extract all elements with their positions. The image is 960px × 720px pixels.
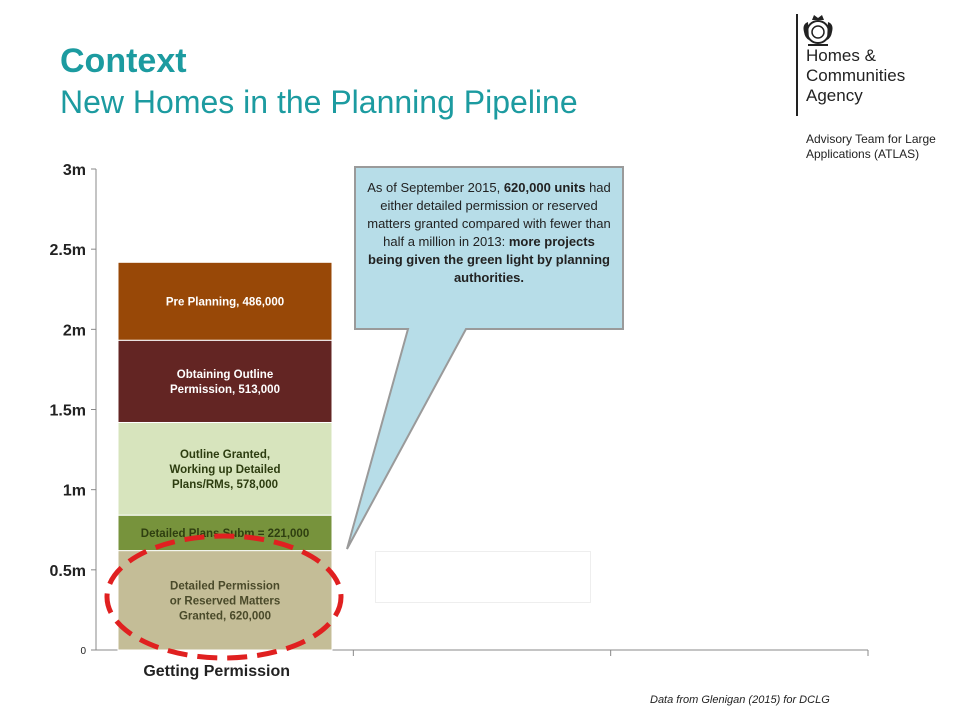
y-tick-label: 0.5m xyxy=(49,562,86,580)
bar-segment-label: or Reserved Matters xyxy=(169,595,281,608)
y-tick-label: 2.5m xyxy=(49,242,86,260)
callout-text: As of September 2015, 620,000 units had either detailed permission or reserved matters granted compared with fewer than half a million in 2013: more projects being given the green light by planning authorities. xyxy=(367,180,611,285)
bar-segment xyxy=(118,340,332,422)
bar-segment-label: Working up Detailed xyxy=(169,463,281,476)
x-category-label: Getting Permission xyxy=(143,663,291,680)
empty-text-box xyxy=(375,551,591,603)
bar-segment-label: Detailed Permission xyxy=(170,580,280,593)
y-tick-label: 1m xyxy=(62,482,86,500)
y-tick-label: 0 xyxy=(80,646,86,657)
source-note: Data from Glenigan (2015) for DCLG xyxy=(650,694,830,706)
bar-segment-label: Detailed Plans Subm = 221,000 xyxy=(140,527,310,540)
title: Context xyxy=(60,42,187,80)
logo-team-name: Advisory Team for Large Applications (ATLAS) xyxy=(806,132,936,161)
bar-segment-label: Pre Planning, 486,000 xyxy=(165,296,285,309)
bar-segment-label: Granted, 620,000 xyxy=(178,610,272,623)
logo-org-name: Homes & Communities Agency xyxy=(806,46,906,105)
bar-segment-label: Permission, 513,000 xyxy=(170,383,280,396)
subtitle: New Homes in the Planning Pipeline xyxy=(60,84,578,120)
y-tick-label: 2m xyxy=(62,322,86,340)
bar-segment-label: Plans/RMs, 578,000 xyxy=(171,478,279,491)
bar-segment-label: Obtaining Outline xyxy=(176,368,274,381)
y-tick-label: 1.5m xyxy=(49,402,86,420)
y-tick-label: 3m xyxy=(62,162,86,179)
bar-segment-label: Outline Granted, xyxy=(179,448,271,461)
